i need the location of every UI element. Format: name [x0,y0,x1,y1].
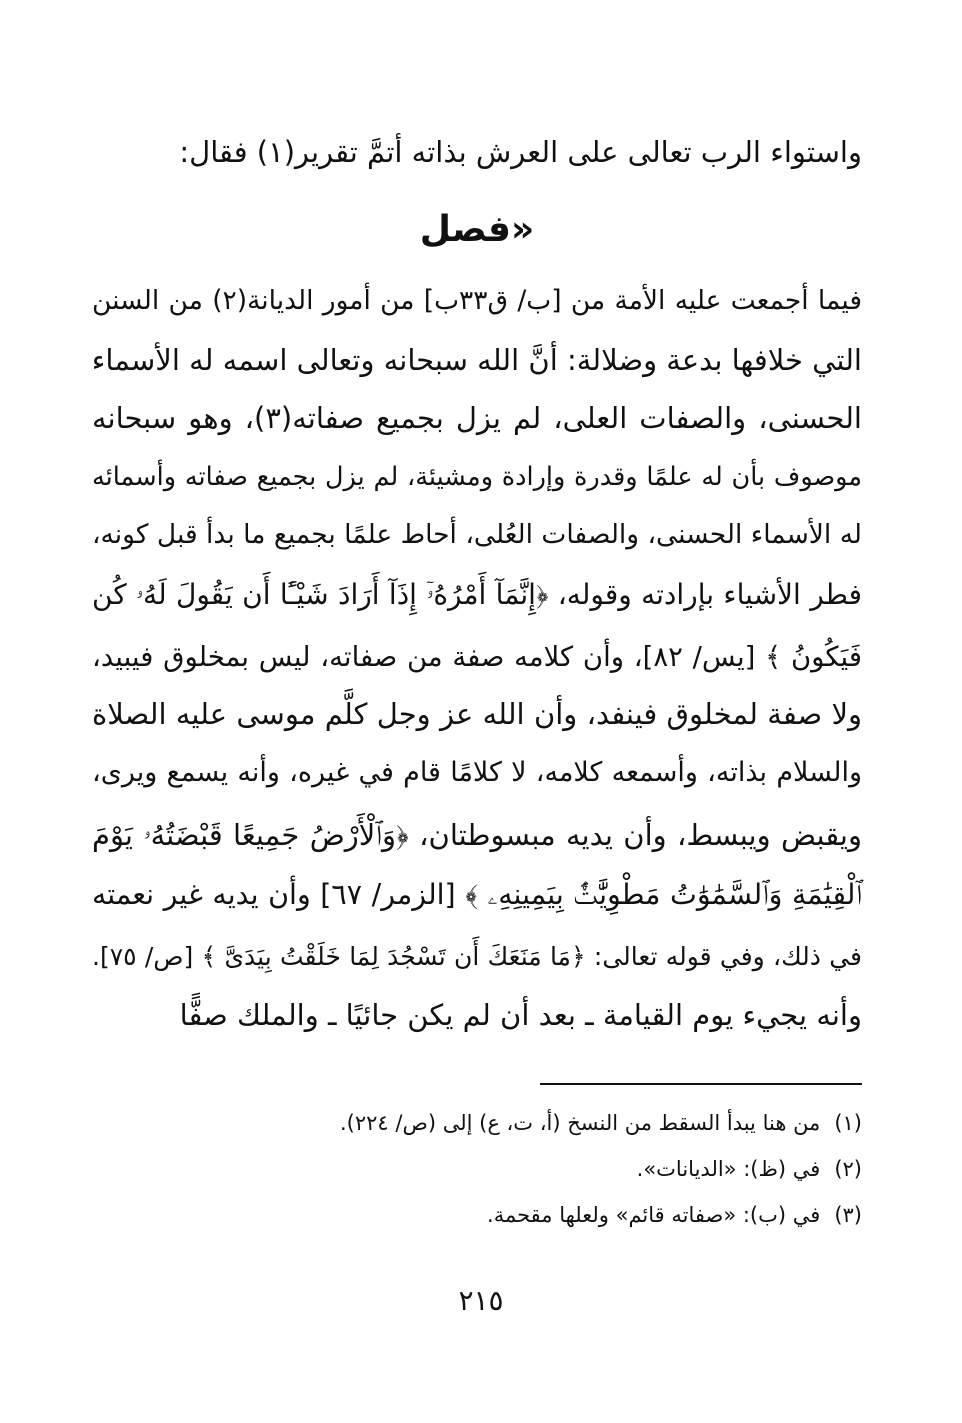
intro-line: واستواء الرب تعالى على العرش بذاته أتمَّ تقرير(١) فقال: [179,135,862,169]
body-line-3: الحسنى، والصفات العلى، لم يزل بجميع صفاته(٣)، وهو سبحانه [92,401,862,435]
body-line-8: ولا صفة لمخلوق فينفد، وأن الله عز وجل كلَّم موسى عليه الصلاة [92,697,862,731]
footnote-1 [200,1108,862,1138]
body-line-13: وأنه يجيء يوم القيامة ـ بعد أن لم يكن جائيًا ـ والملك صفًّا [179,998,862,1032]
body-line-12: في ذلك، وفي قوله تعالى: ﴿مَا مَنَعَكَ أَن تَسْجُدَ لِمَا خَلَقْتُ بِيَدَىَّ ﴾ [ص/ ٧٥]. [92,942,862,971]
body-line-11: ٱلْقِيَٰمَةِ وَٱلسَّمَٰوَٰتُ مَطْوِيَّٰتٌۢ بِيَمِينِهِۦ ﴾ [الزمر/ ٦٧] وأن يديه غير نعمته [92,878,862,911]
page-number: ٢١٥ [458,1284,504,1317]
footnote-text: في (ب): «صفاته قائم» ولعلها مقحمة. [487,1203,821,1227]
footnote-text: من هنا يبدأ السقط من النسخ (أ، ت، ع) إلى (ص/ ٢٢٤). [339,1111,821,1135]
body-line-6: فطر الأشياء بإرادته وقوله، ﴿إِنَّمَآ أَمْرُهُۥٓ إِذَآ أَرَادَ شَيْـًٔا أَن يَقُولَ لَهُۥ كُن [92,578,862,611]
footnote-text: في (ظ): «الديانات». [636,1157,821,1181]
footnote-number: (٣) [834,1203,862,1227]
footnote-number: (٢) [834,1157,862,1181]
body-line-2: التي خلافها بدعة وضلالة: أنَّ الله سبحانه وتعالى اسمه له الأسماء [91,343,862,377]
body-line-1: فيما أجمعت عليه الأمة من [ب/ ق٣٣ب] من أمور الديانة(٢) من السنن [92,285,862,316]
footnote-number: (١) [834,1111,862,1135]
body-line-10: ويقبض ويبسط، وأن يديه مبسوطتان، ﴿وَٱلْأَرْضُ جَمِيعًا قَبْضَتُهُۥ يَوْمَ [92,818,862,852]
body-line-9: والسلام بذاته، وأسمعه كلامه، لا كلامًا قام في غيره، وأنه يسمع ويرى، [92,757,862,788]
body-line-5: له الأسماء الحسنى، والصفات العُلى، أحاط علمًا بجميع ما بدأ قبل كونه، [92,519,862,550]
footnote-2 [200,1154,862,1184]
body-line-4: موصوف بأن له علمًا وقدرة وإرادة ومشيئة، لم يزل بجميع صفاته وأسمائه [92,462,862,492]
footnote-separator [540,1083,862,1085]
footnote-3 [200,1200,862,1230]
section-heading: «فصل [419,209,535,250]
body-line-7: فَيَكُونُ ﴾ [يس/ ٨٢]، وأن كلامه صفة من صفاته، ليس بمخلوق فيبيد، [92,641,863,673]
